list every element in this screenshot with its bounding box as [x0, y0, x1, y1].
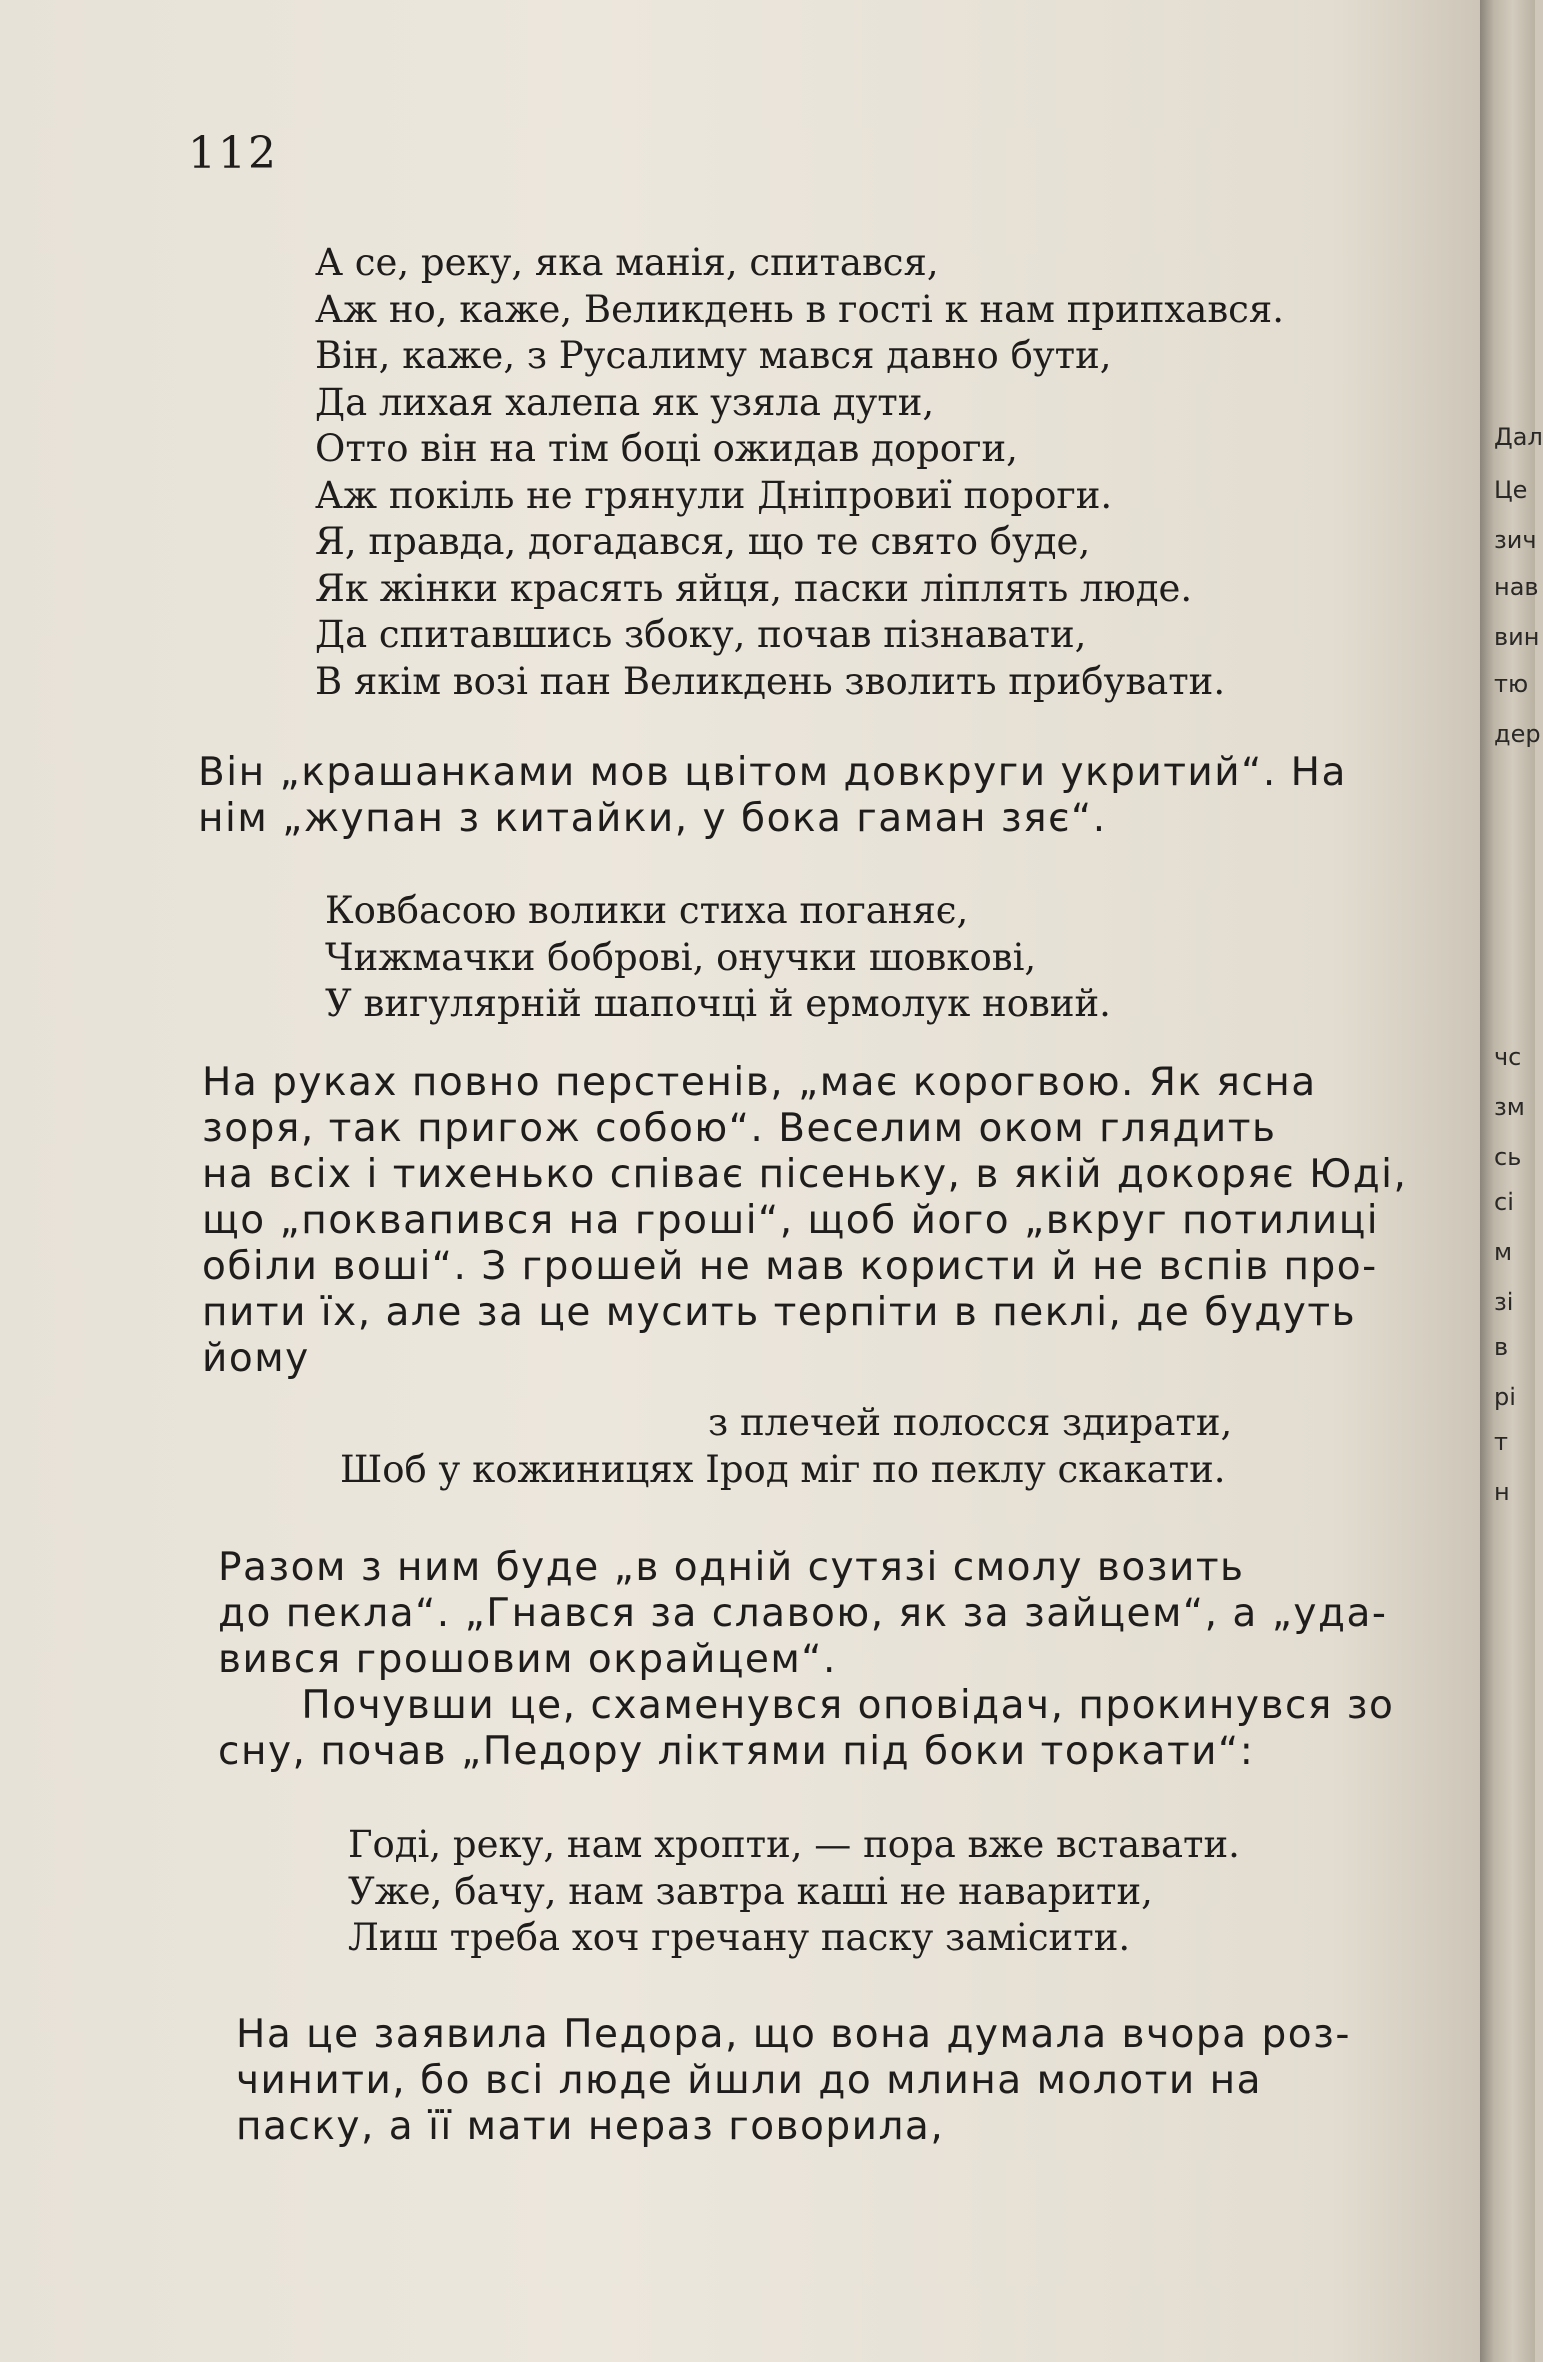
- edge-text-fragment: в: [1494, 1333, 1509, 1361]
- text-line: На це заявила Педора, що вона думала вчора роз-: [236, 2012, 1351, 2057]
- text-line: На руках повно перстенів, „має корогвою. Як ясна: [202, 1060, 1317, 1105]
- text-line: на всіх і тихенько співає пісеньку, в якій докоряє Юді,: [202, 1152, 1408, 1197]
- text-line: Як жінки красять яйця, паски ліплять люде.: [315, 566, 1193, 610]
- text-line: нім „жупан з китайки, у бока гаман зяє“.: [198, 796, 1107, 841]
- edge-text-fragment: рі: [1494, 1383, 1516, 1411]
- text-line: В якім возі пан Великдень зволить прибувати.: [315, 659, 1226, 703]
- text-line: з плечей полосся здирати,: [708, 1401, 1233, 1444]
- prose-block-1: [198, 750, 1347, 842]
- edge-text-fragment: зм: [1494, 1093, 1525, 1121]
- edge-text-fragment: Це: [1494, 476, 1528, 504]
- edge-text-fragment: сі: [1494, 1188, 1514, 1216]
- text-line: Ковбасою волики стиха поганяє,: [325, 889, 969, 932]
- text-line: Да спитавшись збоку, почав пізнавати,: [315, 613, 1087, 656]
- edge-text-fragment: вин: [1494, 623, 1540, 651]
- verse-block-3: [340, 1400, 1232, 1493]
- text-line: Почувши це, схаменувся оповідач, прокинувся зо: [218, 1683, 1395, 1728]
- text-line: Разом з ним буде „в одній сутязі смолу возить: [218, 1545, 1245, 1590]
- verse-block-4: [348, 1822, 1240, 1962]
- text-line: Аж покіль не грянули Дніпровиї пороги.: [315, 473, 1113, 517]
- text-line: сну, почав „Педору ліктями під боки торкати“:: [218, 1729, 1255, 1774]
- text-line: Я, правда, догадався, що те свято буде,: [315, 520, 1091, 563]
- text-line: до пекла“. „Гнався за славою, як за зайцем“, а „уда-: [218, 1591, 1388, 1636]
- edge-text-fragment: Дал: [1494, 423, 1543, 451]
- prose-block-4: [236, 2012, 1351, 2150]
- verse-block-2: [325, 888, 1111, 1028]
- text-line: Шоб у кожиницях Ірод міг по пеклу скакати.: [340, 1447, 1226, 1491]
- text-line: Да лихая халепа як узяла дути,: [315, 380, 935, 424]
- edge-text-fragment: н: [1494, 1478, 1510, 1506]
- text-line: паску, а її мати нераз говорила,: [236, 2104, 945, 2149]
- text-line: йому: [202, 1336, 310, 1381]
- text-line: Він, каже, з Русалиму мався давно бути,: [315, 334, 1112, 377]
- text-line: пити їх, але за це мусить терпіти в пеклі, де будуть: [202, 1290, 1357, 1335]
- text-line: зоря, так пригож собою“. Веселим оком глядить: [202, 1106, 1277, 1151]
- prose-block-2: [202, 1060, 1407, 1382]
- text-line: У вигулярній шапочці й ермолук новий.: [325, 982, 1111, 1025]
- text-line: чинити, бо всі люде йшли до млина молоти на: [236, 2058, 1263, 2103]
- edge-text-fragment: нав: [1494, 573, 1539, 601]
- edge-text-fragment: дер: [1494, 720, 1541, 748]
- text-line: А се, реку, яка манія, спитався,: [315, 241, 939, 284]
- edge-text-fragment: чс: [1494, 1043, 1522, 1071]
- text-line: вився грошовим окрайцем“.: [218, 1637, 837, 1682]
- edge-text-fragment: т: [1494, 1428, 1508, 1456]
- page-number: 112: [188, 128, 278, 179]
- text-line: Чижмачки боброві, онучки шовкові,: [325, 935, 1037, 979]
- edge-text-fragment: м: [1494, 1238, 1513, 1266]
- text-line: Він „крашанками мов цвітом довкруги укритий“. На: [198, 750, 1347, 795]
- text-line: Уже, бачу, нам завтра каші не наварити,: [348, 1869, 1153, 1913]
- edge-text-fragment: зі: [1494, 1288, 1514, 1316]
- text-line: Отто він на тім боці ожидав дороги,: [315, 427, 1018, 470]
- text-line: Лиш треба хоч гречану паску замісити.: [348, 1916, 1131, 1959]
- prose-block-3: [218, 1545, 1394, 1775]
- verse-block-1: [315, 240, 1284, 705]
- text-line: обіли воші“. З грошей не мав користи й не вспів про-: [202, 1244, 1378, 1289]
- edge-text-fragment: зич: [1494, 526, 1537, 554]
- text-line: Годі, реку, нам хропти, — пора вже вставати.: [348, 1823, 1240, 1866]
- text-line: Аж но, каже, Великдень в гості к нам припхався.: [315, 287, 1284, 331]
- next-page-edge: [1480, 0, 1543, 2362]
- text-line: що „поквапився на гроші“, щоб його „вкруг потилиці: [202, 1198, 1380, 1243]
- edge-text-fragment: сь: [1494, 1143, 1522, 1171]
- edge-text-fragment: тю: [1494, 670, 1529, 698]
